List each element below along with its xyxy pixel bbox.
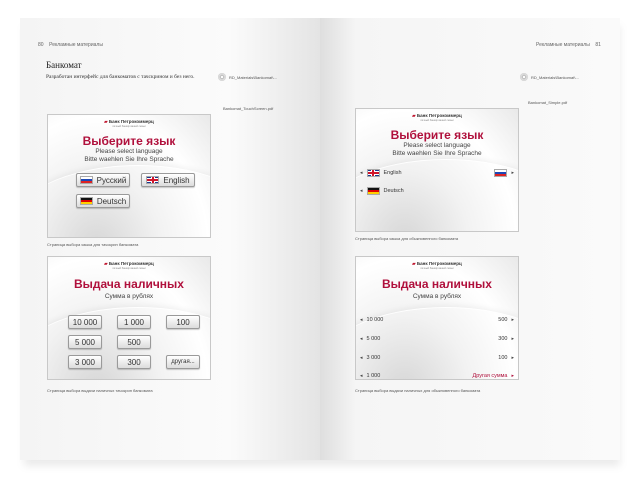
simple-language-screen (355, 108, 519, 232)
left-page (20, 18, 320, 460)
right-running-header (536, 42, 601, 48)
left-running-header (38, 42, 103, 48)
amount-option-right[interactable]: 300 ▸ (498, 336, 514, 342)
caption-top: Страница выбора языка для обыкновенного банкомата (355, 236, 459, 241)
amount-button[interactable]: 5 000 (68, 335, 102, 349)
russia-flag-icon (80, 176, 93, 184)
russia-flag-icon (494, 169, 507, 177)
disc-reference (218, 73, 277, 81)
section-title: Рекламные материалы (49, 42, 103, 48)
left-arrow-icon: ◂ (360, 170, 363, 176)
screen-heading: Выберите язык (390, 128, 484, 142)
bank-logo: ▰ Банк Петрокоммерц (412, 261, 462, 266)
touch-cash-screen (47, 256, 211, 380)
germany-flag-icon (80, 197, 93, 205)
cd-icon (520, 73, 528, 81)
amount-option-left[interactable]: ◂ 10 000 (360, 317, 384, 323)
russian-button[interactable]: Русский (76, 173, 130, 187)
right-arrow-icon: ▸ (511, 317, 514, 323)
other-amount-option[interactable]: Другая сумма ▸ (472, 373, 514, 379)
bank-logo: ▰ Банк Петрокоммерц (104, 119, 154, 124)
disc-path: RD_Materials\Bankomat\... (229, 74, 277, 80)
bank-tagline: личный банкир вашей семьи (112, 267, 146, 270)
bank-logo: ▰ Банк Петрокоммерц (412, 113, 462, 118)
right-arrow-icon: ▸ (511, 355, 514, 361)
caption-bottom: Страница выбора выдачи наличных для обыкновенного банкомата (355, 388, 481, 393)
screen-subtitle: Please select language Bitte waehlen Sie Ihre Sprache (392, 142, 482, 157)
left-arrow-icon: ◂ (360, 188, 363, 194)
other-amount-button[interactable]: другая... (166, 355, 200, 369)
amount-button[interactable]: 100 (166, 315, 200, 329)
page-description: Разработан интерфейс для банкоматов с тачскрином и без него. (46, 74, 195, 80)
amount-option-right[interactable]: 500 ▸ (498, 317, 514, 323)
bank-tagline: личный банкир вашей семьи (420, 267, 454, 270)
screen-subtitle: Please select language Bitte waehlen Sie Ihre Sprache (84, 148, 174, 163)
amount-option-right[interactable]: 100 ▸ (498, 355, 514, 361)
germany-flag-icon (367, 187, 380, 195)
amount-button[interactable]: 300 (117, 355, 151, 369)
amount-button[interactable]: 10 000 (68, 315, 102, 329)
file-name: Bankomat_Simple.pdf (528, 100, 568, 105)
page-number: 81 (595, 42, 601, 48)
russian-option[interactable] (494, 169, 514, 177)
bank-logo: ▰ Банк Петрокоммерц (104, 261, 154, 266)
left-arrow-icon: ◂ (360, 317, 363, 323)
page-number: 80 (38, 42, 44, 48)
right-page (320, 18, 620, 460)
bank-tagline: личный банкир вашей семьи (420, 119, 454, 122)
amount-option-left[interactable]: ◂ 3 000 (360, 355, 381, 361)
bank-tagline: личный банкир вашей семьи (112, 125, 146, 128)
uk-flag-icon (367, 169, 380, 177)
amount-option-left[interactable]: ◂ 1 000 (360, 373, 381, 379)
english-button[interactable]: English (141, 173, 195, 187)
english-option[interactable]: ◂ English (360, 170, 402, 176)
cd-icon (218, 73, 226, 81)
right-arrow-icon: ▸ (511, 373, 514, 379)
deutsch-button[interactable]: Deutsch (76, 194, 130, 208)
touch-language-screen (47, 114, 211, 238)
simple-cash-screen (355, 256, 519, 380)
caption-bottom: Страница выбора выдачи наличных тачскрин банкомата (47, 388, 153, 393)
screen-heading: Выдача наличных (74, 277, 184, 291)
screen-subtitle: Сумма в рублях (104, 293, 154, 300)
left-arrow-icon: ◂ (360, 355, 363, 361)
right-arrow-icon: ▸ (511, 170, 514, 176)
file-name: Bankomat_TouchScreen.pdf (223, 106, 274, 111)
right-arrow-icon: ▸ (511, 336, 514, 342)
amount-button[interactable]: 1 000 (117, 315, 151, 329)
page-title: Банкомат (46, 60, 82, 70)
amount-button[interactable]: 500 (117, 335, 151, 349)
screen-subtitle: Сумма в рублях (412, 293, 462, 300)
left-arrow-icon: ◂ (360, 373, 363, 379)
screen-heading: Выберите язык (82, 134, 176, 148)
uk-flag-icon (146, 176, 159, 184)
open-brochure (20, 18, 620, 460)
amount-button[interactable]: 3 000 (68, 355, 102, 369)
disc-reference (520, 73, 579, 81)
left-arrow-icon: ◂ (360, 336, 363, 342)
deutsch-option[interactable]: ◂ Deutsch (360, 188, 404, 194)
screen-heading: Выдача наличных (382, 277, 492, 291)
section-title: Рекламные материалы (536, 42, 590, 48)
amount-option-left[interactable]: ◂ 5 000 (360, 336, 381, 342)
disc-path: RD_Materials\Bankomat\... (531, 74, 579, 80)
caption-top: Страница выбора языка для тачскрин банкомата (47, 242, 139, 247)
